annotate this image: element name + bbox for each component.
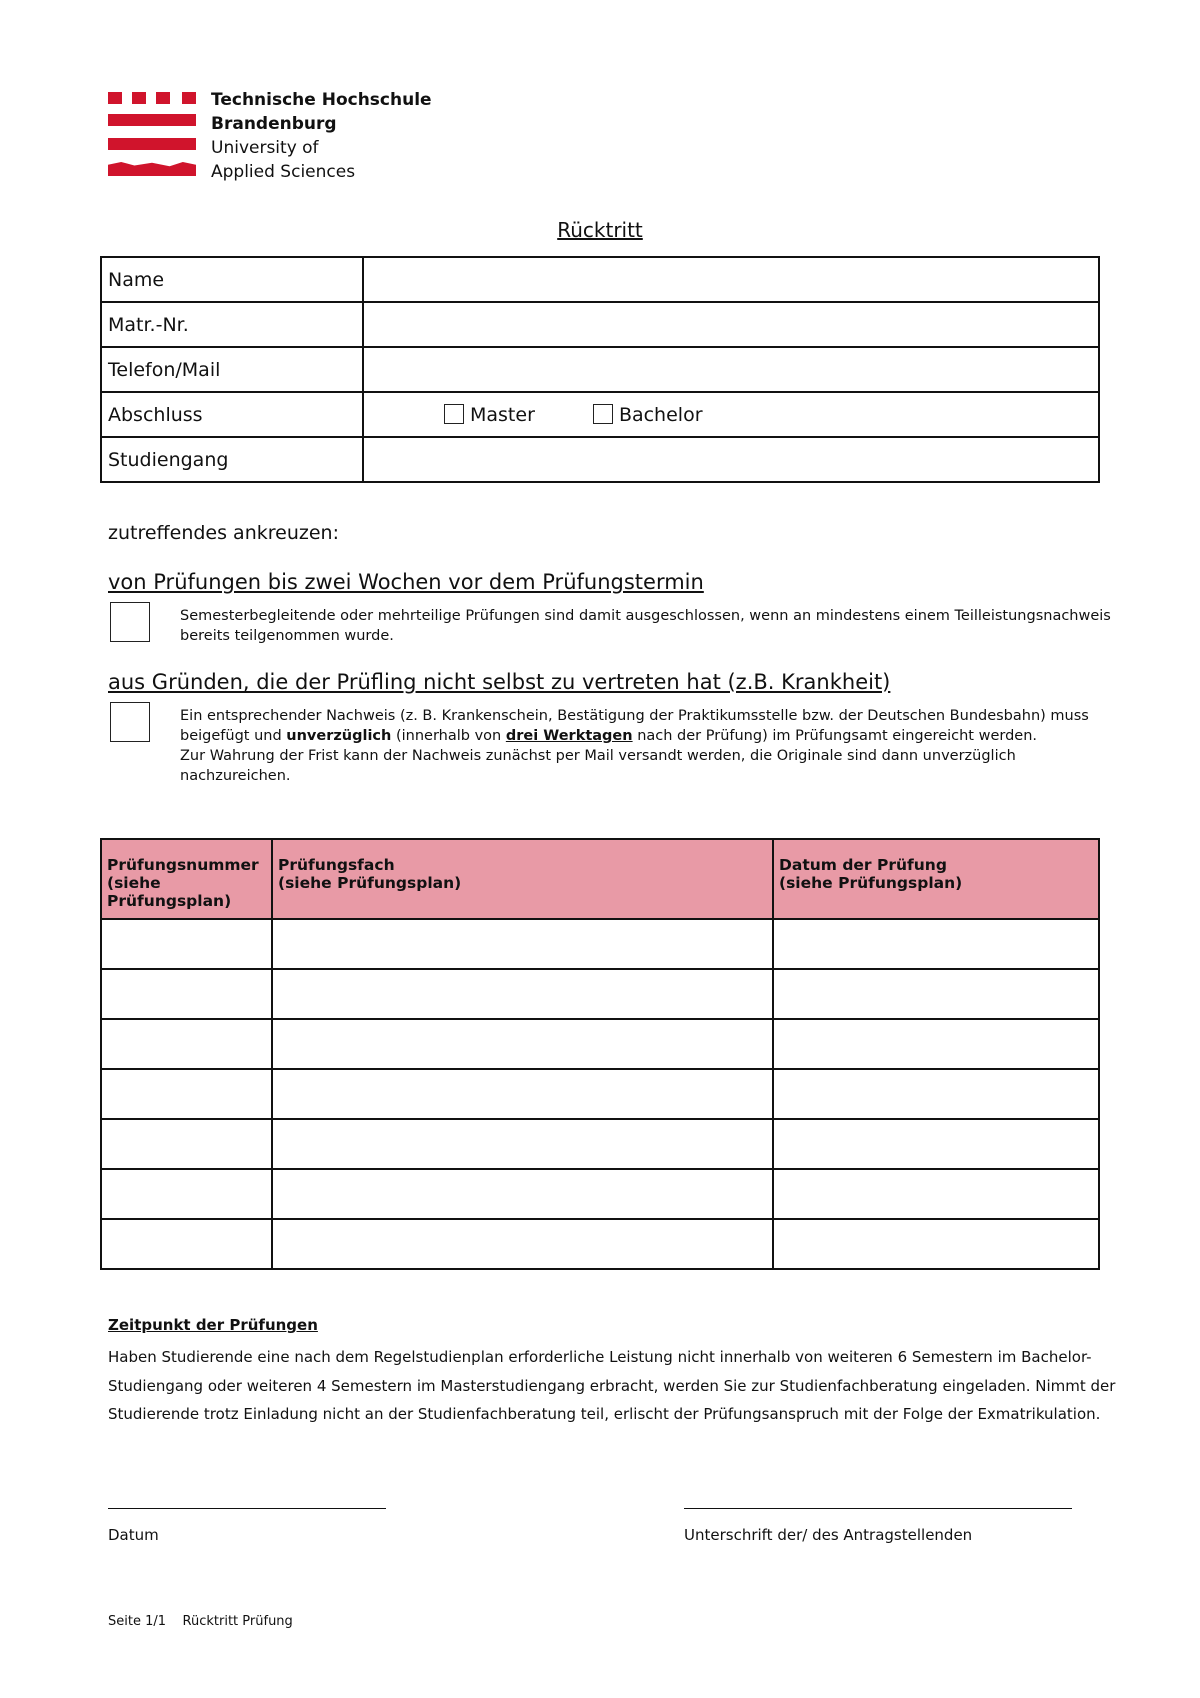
table-row <box>101 969 1099 1019</box>
label-contact: Telefon/Mail <box>101 347 363 392</box>
header-exam-subject <box>272 839 773 919</box>
section2-line1: Ein entsprechender Nachweis (z. B. Krankenschein, Bestätigung der Praktikumsstelle bzw. der Deutschen Bundesbahn) muss <box>180 708 1089 724</box>
section2-line2-c: (innerhalb von <box>391 728 506 744</box>
section2-line2-a: beigefügt und <box>180 728 287 744</box>
cell-exam-number[interactable] <box>101 919 272 969</box>
section2-line4: nachzureichen. <box>180 768 291 784</box>
applicant-signature-line[interactable] <box>684 1508 1072 1509</box>
cell-exam-subject[interactable] <box>272 919 773 969</box>
section1-line1: Semesterbegleitende oder mehrteilige Prüfungen sind damit ausgeschlossen, wenn an mindestens einem Teilleistungsnachweis <box>180 608 1111 624</box>
header-exam-date-line2: (siehe Prüfungsplan) <box>779 874 963 892</box>
label-name: Name <box>101 257 363 302</box>
logo-line-2: Brandenburg <box>211 114 337 134</box>
label-matrikel: Matr.-Nr. <box>101 302 363 347</box>
zeitpunkt-heading: Zeitpunkt der Prüfungen <box>108 1316 318 1334</box>
zeitpunkt-text <box>108 1343 1115 1429</box>
header-exam-subject-line2: (siehe Prüfungsplan) <box>278 874 462 892</box>
logo-line-3: University of <box>211 138 319 158</box>
row-matrikel <box>101 302 1099 347</box>
cell-exam-date[interactable] <box>773 1069 1099 1119</box>
header-exam-subject-line1: Prüfungsfach <box>278 856 395 874</box>
date-label: Datum <box>108 1526 159 1544</box>
checkbox-master[interactable] <box>444 404 464 424</box>
table-row <box>101 1069 1099 1119</box>
section1-checkbox[interactable] <box>110 602 150 642</box>
cell-exam-number[interactable] <box>101 1069 272 1119</box>
instruction-text: zutreffendes ankreuzen: <box>108 522 339 544</box>
zeitpunkt-line2: Studiengang oder weiteren 4 Semestern im Masterstudiengang erbracht, werden Sie zur Studienfachberatung eingeladen. Nimmt der <box>108 1376 1116 1395</box>
cell-exam-date[interactable] <box>773 1219 1099 1269</box>
footer-doc: Rücktritt Prüfung <box>182 1614 293 1629</box>
section2-line3: Zur Wahrung der Frist kann der Nachweis zunächst per Mail versandt werden, die Originale sind dann unverzüglich <box>180 748 1016 764</box>
cell-exam-subject[interactable] <box>272 1119 773 1169</box>
zeitpunkt-line1: Haben Studierende eine nach dem Regelstudienplan erforderliche Leistung nicht innerhalb von weiteren 6 Semestern im Bachelor- <box>108 1348 1092 1366</box>
logo-mark <box>108 88 196 184</box>
table-row <box>101 919 1099 969</box>
header-exam-number-line1: Prüfungsnummer <box>107 856 259 874</box>
input-contact[interactable] <box>363 347 1099 392</box>
cell-exam-number[interactable] <box>101 969 272 1019</box>
cell-exam-subject[interactable] <box>272 1019 773 1069</box>
header-exam-date-line1: Datum der Prüfung <box>779 856 947 874</box>
section2-line2-e: nach der Prüfung) im Prüfungsamt eingereicht werden. <box>632 728 1038 744</box>
exam-table <box>100 838 1100 1270</box>
cell-exam-number[interactable] <box>101 1119 272 1169</box>
cell-exam-number[interactable] <box>101 1169 272 1219</box>
row-degree <box>101 392 1099 437</box>
cell-exam-date[interactable] <box>773 1169 1099 1219</box>
zeitpunkt-line3: Studierende trotz Einladung nicht an der Studienfachberatung teil, erlischt der Prüfungsanspruch mit der Folge der Exmatrikulation. <box>108 1405 1101 1423</box>
section2-heading: aus Gründen, die der Prüfling nicht selbst zu vertreten hat (z.B. Krankheit) <box>108 670 891 694</box>
date-signature-line[interactable] <box>108 1508 386 1509</box>
row-program <box>101 437 1099 482</box>
table-row <box>101 1219 1099 1269</box>
cell-exam-subject[interactable] <box>272 969 773 1019</box>
section2-emph-three-days: drei Werktagen <box>505 728 633 744</box>
section1-heading: von Prüfungen bis zwei Wochen vor dem Prüfungstermin <box>108 570 704 594</box>
cell-exam-number[interactable] <box>101 1019 272 1069</box>
label-program: Studiengang <box>101 437 363 482</box>
degree-options <box>363 392 1099 437</box>
logo-line-1: Technische Hochschule <box>211 90 432 110</box>
cell-exam-subject[interactable] <box>272 1069 773 1119</box>
header-exam-number-line3: Prüfungsplan) <box>107 892 232 910</box>
cell-exam-date[interactable] <box>773 1119 1099 1169</box>
row-contact <box>101 347 1099 392</box>
university-logo <box>108 88 448 184</box>
cell-exam-number[interactable] <box>101 1219 272 1269</box>
page-footer <box>108 1614 293 1629</box>
section1-line2: bereits teilgenommen wurde. <box>180 628 394 644</box>
footer-page: Seite 1/1 <box>108 1614 167 1629</box>
header-exam-number <box>101 839 272 919</box>
section2-checkbox[interactable] <box>110 702 150 742</box>
option-master[interactable] <box>444 404 535 426</box>
section2-emph-immediately: unverzüglich <box>286 728 392 744</box>
section2-line2 <box>180 726 1089 746</box>
option-master-label: Master <box>470 403 535 426</box>
cell-exam-date[interactable] <box>773 1019 1099 1069</box>
exam-table-header <box>101 839 1099 919</box>
section1-text <box>180 606 1111 646</box>
section2-text <box>180 706 1089 786</box>
input-name[interactable] <box>363 257 1099 302</box>
header-exam-number-line2: (siehe <box>107 874 161 892</box>
cell-exam-subject[interactable] <box>272 1169 773 1219</box>
input-matrikel[interactable] <box>363 302 1099 347</box>
personal-info-table <box>100 256 1100 483</box>
page-title: Rücktritt <box>557 218 643 242</box>
logo-text <box>211 88 432 184</box>
header-exam-date <box>773 839 1099 919</box>
cell-exam-date[interactable] <box>773 969 1099 1019</box>
table-row <box>101 1169 1099 1219</box>
label-degree: Abschluss <box>101 392 363 437</box>
table-row <box>101 1019 1099 1069</box>
cell-exam-date[interactable] <box>773 919 1099 969</box>
signature-label: Unterschrift der/ des Antragstellenden <box>684 1526 973 1544</box>
cell-exam-subject[interactable] <box>272 1219 773 1269</box>
table-row <box>101 1119 1099 1169</box>
input-program[interactable] <box>363 437 1099 482</box>
option-bachelor-label: Bachelor <box>618 403 703 426</box>
logo-line-4: Applied Sciences <box>211 162 356 182</box>
checkbox-bachelor[interactable] <box>593 404 613 424</box>
option-bachelor[interactable] <box>593 404 703 426</box>
row-name <box>101 257 1099 302</box>
